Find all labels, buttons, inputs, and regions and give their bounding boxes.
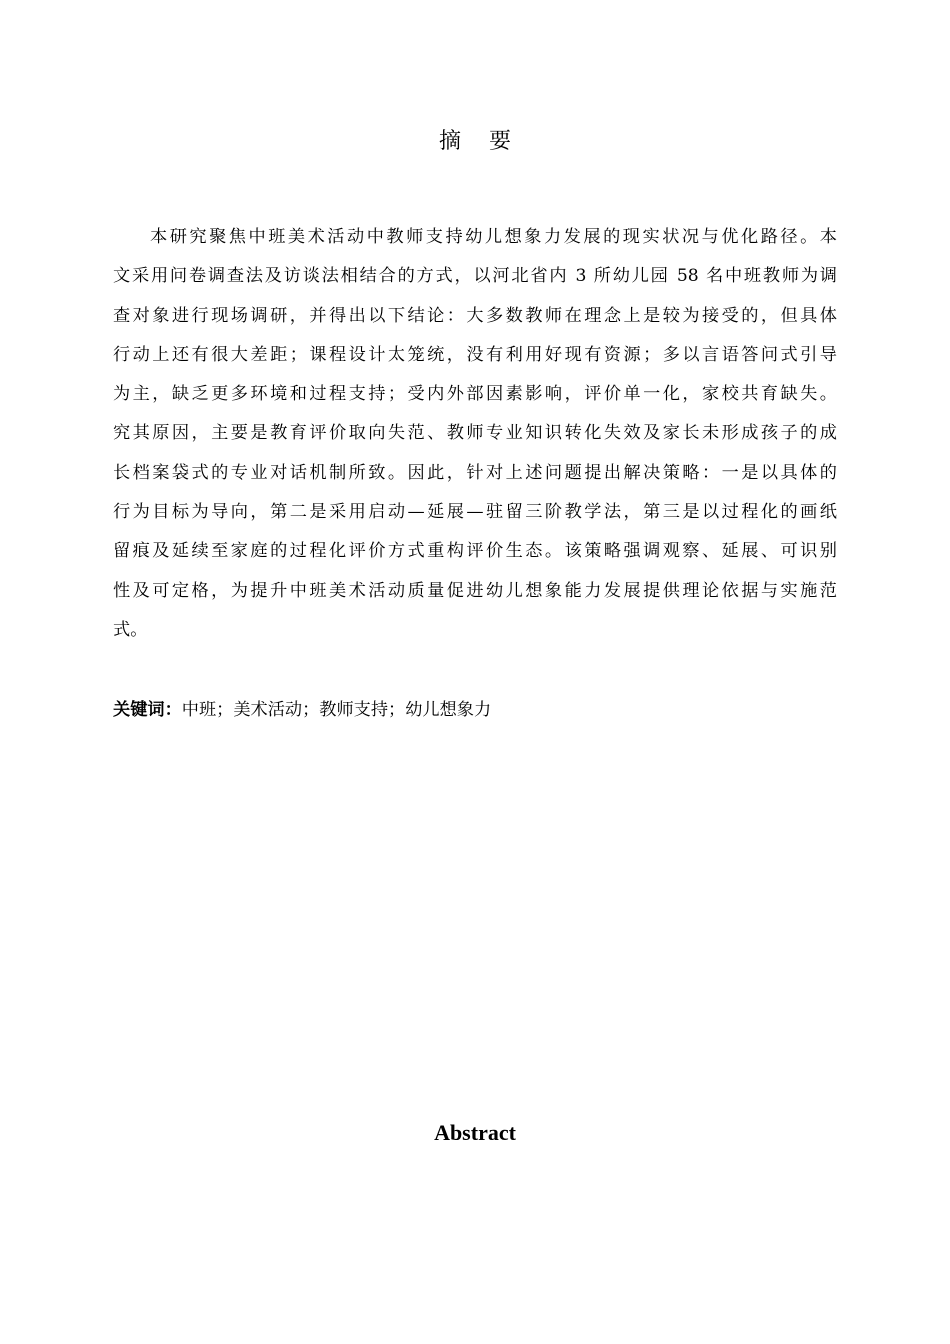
abstract-line: 究其原因，主要是教育评价取向失范、教师专业知识转化失效及家长未形成孩子的成 — [113, 423, 837, 444]
abstract-title-cn — [0, 127, 950, 157]
abstract-line: 留痕及延续至家庭的过程化评价方式重构评价生态。该策略强调观察、延展、可识别 — [113, 541, 837, 562]
abstract-line: 行为目标为导向，第二是采用启动—延展—驻留三阶教学法，第三是以过程化的画纸 — [113, 502, 837, 523]
abstract-title-en: Abstract — [434, 1120, 516, 1145]
abstract-line: 本研究聚焦中班美术活动中教师支持幼儿想象力发展的现实状况与优化路径。本 — [150, 227, 837, 247]
keywords-label: 关键词： — [113, 700, 182, 720]
keywords-line — [113, 696, 491, 724]
abstract-line: 查对象进行现场调研，并得出以下结论：大多数教师在理念上是较为接受的，但具体 — [113, 305, 837, 326]
abstract-line: 长档案袋式的专业对话机制所致。因此，针对上述问题提出解决策略：一是以具体的 — [113, 462, 837, 483]
abstract-line: 行动上还有很大差距；课程设计太笼统，没有利用好现有资源；多以言语答问式引导 — [113, 344, 837, 365]
abstract-line: 为主，缺乏更多环境和过程支持；受内外部因素影响，评价单一化，家校共育缺失。 — [113, 384, 837, 405]
title-char-2: 要 — [489, 129, 512, 154]
abstract-body — [113, 218, 837, 650]
abstract-line: 文采用问卷调查法及访谈法相结合的方式，以河北省内 3 所幼儿园 58 名中班教师为调 — [113, 266, 837, 287]
abstract-line: 性及可定格，为提升中班美术活动质量促进幼儿想象能力发展提供理论依据与实施范 — [113, 580, 837, 601]
keywords-value: 中班；美术活动；教师支持；幼儿想象力 — [181, 700, 492, 720]
abstract-line: 式。 — [113, 619, 148, 640]
title-char-1: 摘 — [438, 129, 461, 154]
